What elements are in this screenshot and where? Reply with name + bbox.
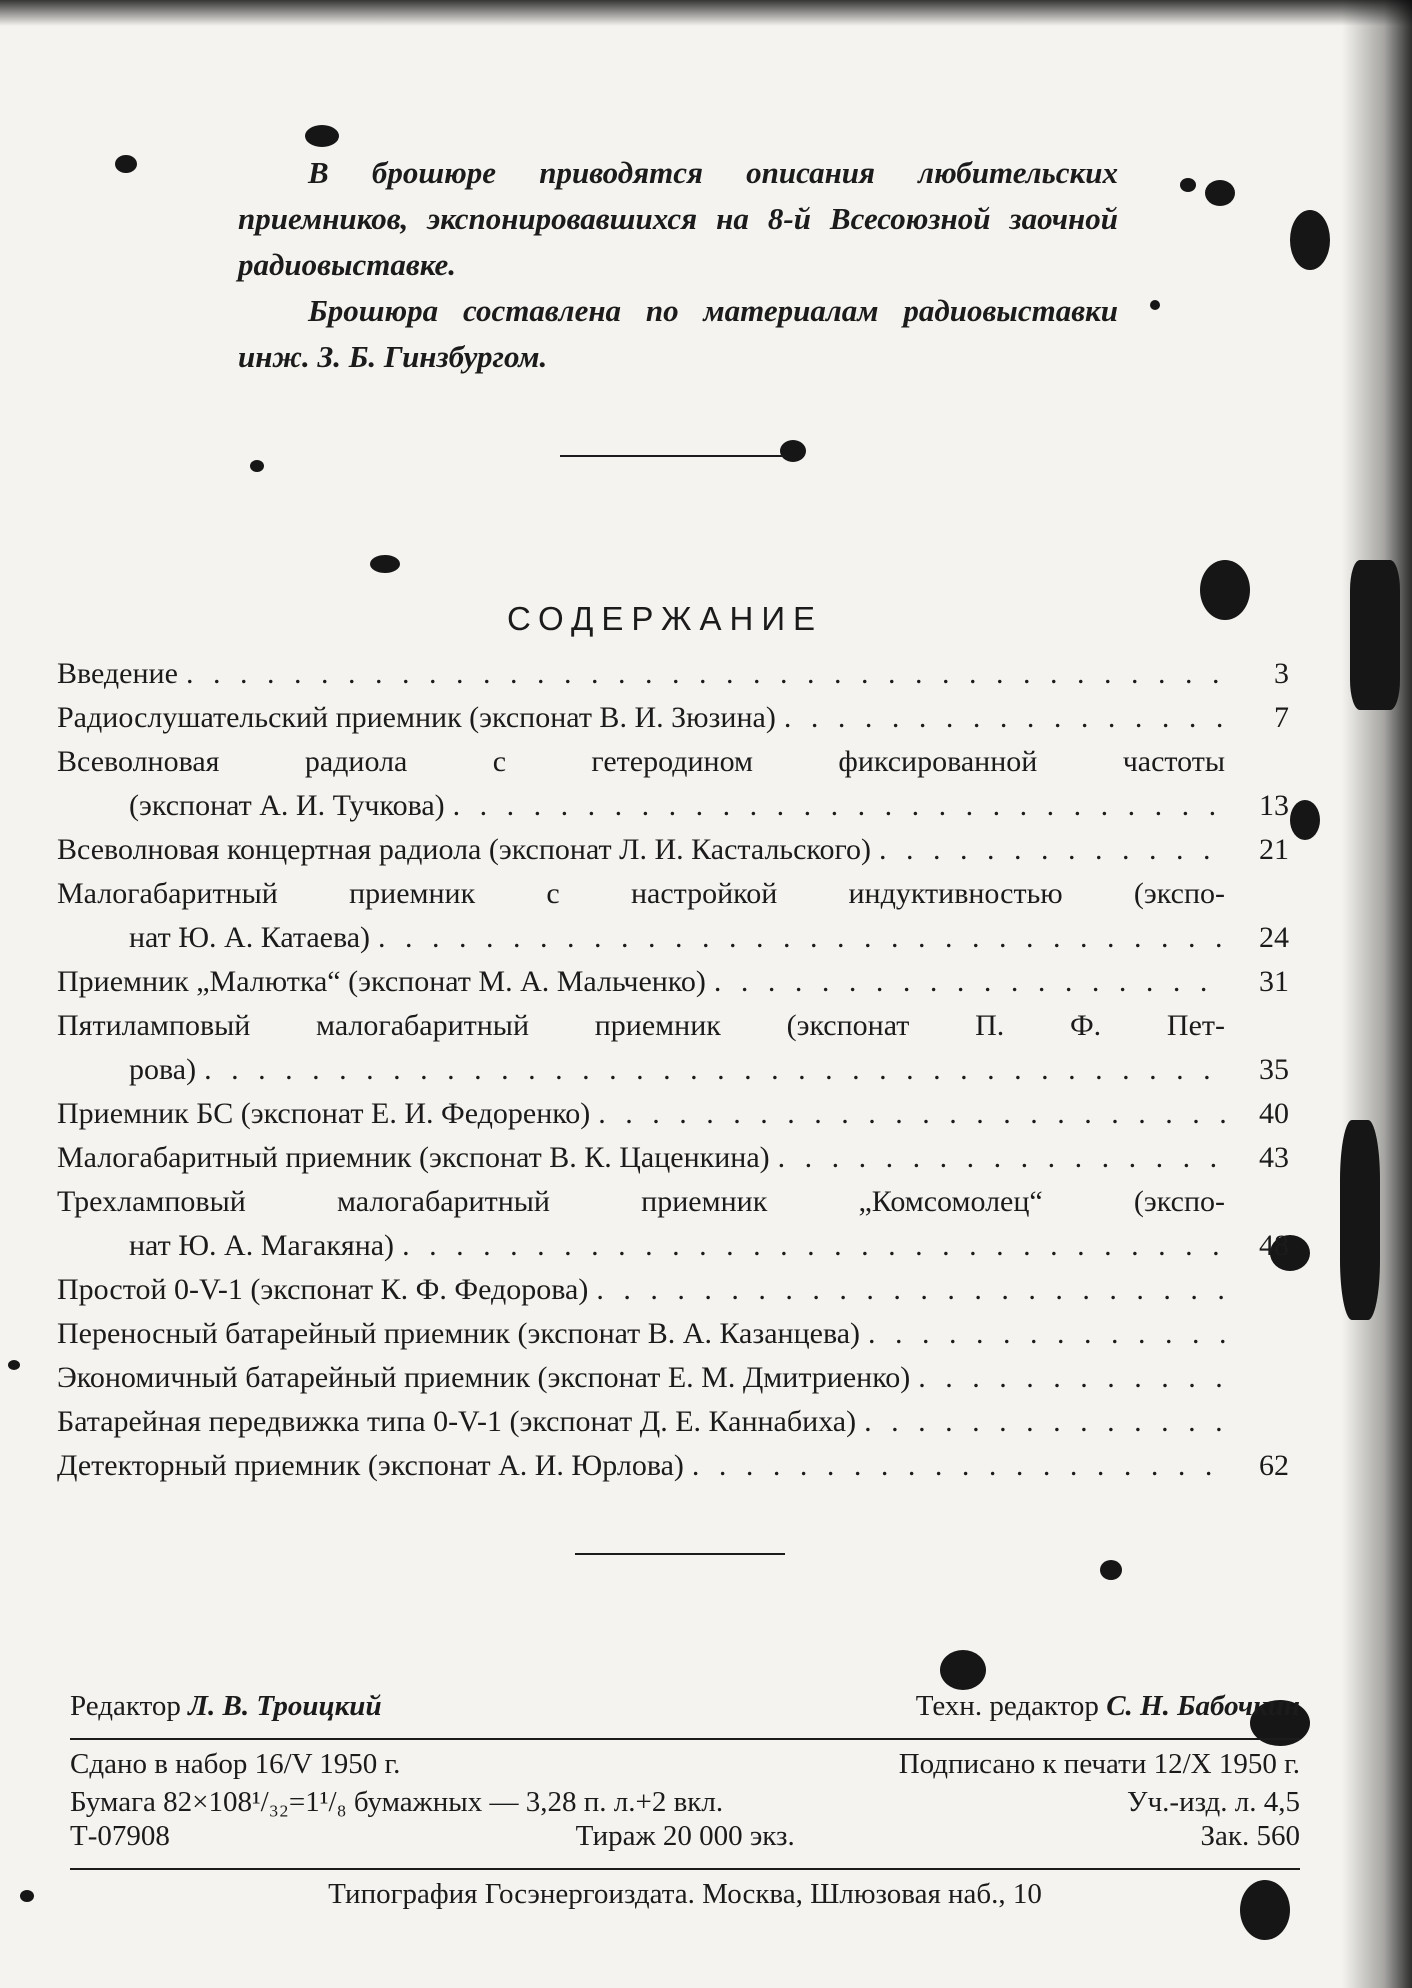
toc-entry-row (57, 1356, 1289, 1400)
toc-leader-dots (784, 696, 1225, 740)
toc-leader-dots (692, 1444, 1225, 1488)
tech-editor-label: Техн. редактор (915, 1690, 1099, 1722)
print-run: Тираж 20 000 экз. (575, 1820, 795, 1852)
toc-page-number: 3 (1274, 657, 1289, 690)
toc-entry-title: Экономичный батарейный приемник (экспонат Е. М. Дмитриенко) (57, 1361, 911, 1394)
toc-entry-title: Малогабаритный приемник (экспонат В. К. Цаценкина) (57, 1141, 770, 1174)
toc-entry-row (57, 1268, 1289, 1312)
separator-rule-top (560, 455, 785, 457)
imprint-rule-2 (70, 1868, 1300, 1870)
toc-entry-row (57, 696, 1289, 740)
toc-leader-dots (918, 1356, 1225, 1400)
abstract (238, 150, 1118, 380)
toc-entry-title-continuation: нат Ю. А. Магакяна) (129, 1229, 395, 1262)
toc-entry (57, 1356, 1289, 1400)
toc-entry (57, 1004, 1289, 1092)
toc-entry (57, 872, 1289, 960)
toc-entry (57, 740, 1289, 828)
toc-entry-title: Детекторный приемник (экспонат А. И. Юрлова) (57, 1449, 684, 1482)
toc-entry-title-continuation: (экспонат А. И. Тучкова) (129, 789, 445, 822)
printer-address: Типография Госэнергоиздата. Москва, Шлюзовая наб., 10 (328, 1878, 1042, 1910)
toc-page-number: 31 (1259, 965, 1289, 998)
toc-entry-title: Пятиламповый малогабаритный приемник (экспонат П. Ф. Пет- (57, 1009, 1225, 1042)
toc-page-number: 62 (1259, 1449, 1289, 1482)
submitted-date: Сдано в набор 16/V 1950 г. (70, 1748, 401, 1780)
toc-entry-title: Приемник БС (экспонат Е. И. Федоренко) (57, 1097, 591, 1130)
toc-entry (57, 1400, 1289, 1444)
editor-label: Редактор (70, 1690, 181, 1722)
toc-leader-dots (378, 916, 1225, 960)
toc-entry (57, 1092, 1289, 1136)
toc-leader-dots (402, 1224, 1225, 1268)
toc-title: СОДЕРЖАНИЕ (506, 600, 824, 637)
scan-edge-top (0, 0, 1412, 26)
toc-page-number: 7 (1274, 701, 1289, 734)
toc-entry-title: Всеволновая радиола с гетеродином фиксированной частоты (57, 745, 1225, 778)
order-number: Зак. 560 (1200, 1820, 1300, 1852)
toc-page-number: 48 (1259, 1229, 1289, 1262)
toc-entry (57, 1180, 1289, 1268)
toc-leader-dots (864, 1400, 1225, 1444)
toc-entry-title: Всеволновая концертная радиола (экспонат Л. И. Кастальского) (57, 833, 872, 866)
toc-page-number: 21 (1259, 833, 1289, 866)
toc-leader-dots (596, 1268, 1225, 1312)
toc-entry-row (57, 828, 1289, 872)
toc-leader-dots (453, 784, 1225, 828)
abstract-paragraph-2: Брошюра составлена по материалам радиовыставки инж. З. Б. Гинзбургом. (238, 293, 1118, 374)
edition-sheets: Уч.-изд. л. 4,5 (1127, 1786, 1300, 1818)
toc-entry-continuation-row (57, 916, 1289, 960)
toc-entry-row (57, 1312, 1289, 1356)
toc-entry-title: Малогабаритный приемник с настройкой индуктивностью (экспо- (57, 877, 1225, 910)
scan-edge-right (1342, 0, 1412, 1988)
toc-entry-row (57, 1400, 1289, 1444)
toc-leader-dots (879, 828, 1225, 872)
paper-format: Бумага 82×108¹/₃₂=1¹/₈ бумажных — 3,28 п. л.+2 вкл. (70, 1786, 724, 1818)
tech-editor-name: С. Н. Бабочкин (1106, 1690, 1300, 1722)
toc-page-number: 13 (1259, 789, 1289, 822)
toc-entry-row (57, 652, 1289, 696)
toc-entry-title: Трехламповый малогабаритный приемник „Комсомолец“ (экспо- (57, 1185, 1225, 1218)
toc-entry-title: Введение (57, 657, 178, 690)
table-of-contents (57, 652, 1289, 1488)
toc-entry (57, 1136, 1289, 1180)
toc-leader-dots (186, 652, 1225, 696)
toc-entry (57, 696, 1289, 740)
toc-page-number: 35 (1259, 1053, 1289, 1086)
separator-rule-bottom (575, 1553, 785, 1555)
toc-entry-row (57, 1136, 1289, 1180)
toc-entry-title-continuation: рова) (129, 1053, 197, 1086)
toc-entry-row (57, 1444, 1289, 1488)
toc-entry-continuation-row (57, 1224, 1289, 1268)
toc-entry (57, 1268, 1289, 1312)
toc-leader-dots (204, 1048, 1225, 1092)
toc-entry (57, 652, 1289, 696)
toc-entry (57, 1444, 1289, 1488)
signed-date: Подписано к печати 12/X 1950 г. (898, 1748, 1300, 1780)
toc-entry-title: Батарейная передвижка типа 0-V-1 (экспонат Д. Е. Каннабиха) (57, 1405, 857, 1438)
toc-entry-title-continuation: нат Ю. А. Катаева) (129, 921, 371, 954)
toc-leader-dots (868, 1312, 1225, 1356)
toc-leader-dots (598, 1092, 1225, 1136)
editor-name: Л. В. Троицкий (188, 1690, 382, 1722)
toc-page-number: 43 (1259, 1141, 1289, 1174)
toc-page-number: 40 (1259, 1097, 1289, 1130)
toc-leader-dots (778, 1136, 1225, 1180)
imprint (70, 1690, 1300, 1920)
toc-entry-continuation-row (57, 784, 1289, 828)
toc-page-number: 24 (1259, 921, 1289, 954)
toc-entry (57, 960, 1289, 1004)
toc-entry-row (57, 960, 1289, 1004)
toc-entry-title: Переносный батарейный приемник (экспонат В. А. Казанцева) (57, 1317, 861, 1350)
abstract-paragraph-1: В брошюре приводятся описания любительских приемников, экспонировавшихся на 8-й Всесоюзной заочной радиовыставке. (238, 155, 1118, 282)
toc-entry-continuation-row (57, 1048, 1289, 1092)
toc-entry-title: Радиослушательский приемник (экспонат В. И. Зюзина) (57, 701, 776, 734)
toc-entry (57, 1312, 1289, 1356)
editor-credit (70, 1690, 382, 1723)
toc-entry-title: Приемник „Малютка“ (экспонат М. А. Мальченко) (57, 965, 706, 998)
publication-code: Т-07908 (70, 1820, 170, 1852)
toc-entry-title: Простой 0-V-1 (экспонат К. Ф. Федорова) (57, 1273, 589, 1306)
tech-editor-credit (916, 1690, 1300, 1723)
toc-leader-dots (714, 960, 1225, 1004)
imprint-rule-1 (70, 1738, 1300, 1740)
toc-entry (57, 828, 1289, 872)
toc-entry-row (57, 1092, 1289, 1136)
